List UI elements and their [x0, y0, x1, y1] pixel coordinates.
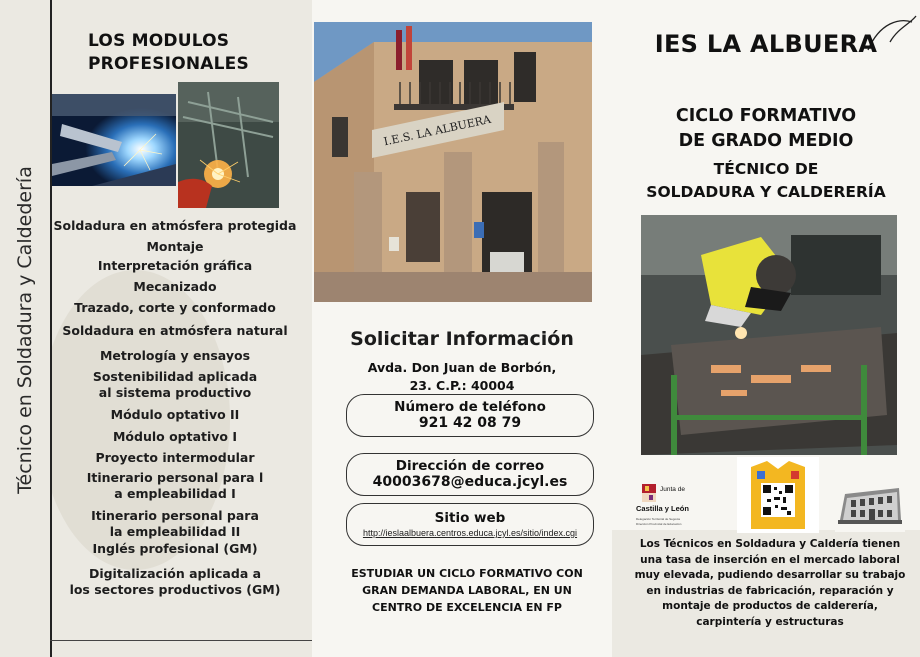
right-panel	[612, 0, 920, 657]
module-item: Metrología y ensayos	[99, 348, 251, 363]
module-item: Soldadura en atmósfera natural	[62, 323, 288, 338]
module-item: Montaje	[146, 239, 204, 254]
website-link[interactable]: http://ieslaalbuera.centros.educa.jcyl.es/sitio/index.cgi	[362, 528, 578, 538]
left-panel	[0, 0, 312, 657]
module-item: Mecanizado	[133, 279, 217, 294]
module-item: la empleabilidad II	[109, 524, 241, 539]
phone-value[interactable]: 921 42 08 79	[418, 415, 522, 431]
address: Avda. Don Juan de Borbón, 23. C.P.: 40004	[367, 360, 557, 393]
junta-castilla-leon-logo	[634, 482, 699, 530]
email-box	[346, 453, 594, 496]
career-description: Los Técnicos en Soldadura y Caldería tienen una tasa de inserción en el mercado laboral muy elevada, pudiendo desarrollar su trabajo en industrias de fabricación, reparación y montaje de productos de calderería, carpintería y estructuras	[634, 538, 906, 628]
welding-photo-2	[178, 82, 279, 208]
phone-label: Número de teléfono	[394, 399, 546, 415]
study-slogan: ESTUDIAR UN CICLO FORMATIVO CON GRAN DEMANDA LABORAL, EN UN CENTRO DE EXCELENCIA EN FP	[351, 567, 583, 614]
degree-title: TÉCNICO DE SOLDADURA Y CALDERERÍA	[646, 160, 886, 201]
divider	[50, 640, 312, 641]
module-item: Digitalización aplicada a	[88, 566, 262, 581]
middle-panel	[312, 0, 612, 657]
info-title: Solicitar Información	[350, 328, 574, 350]
module-item: Trazado, corte y conformado	[74, 300, 276, 315]
module-item: al sistema productivo	[98, 385, 252, 400]
qr-code-vest-image[interactable]	[737, 457, 819, 533]
cycle-title: CICLO FORMATIVO DE GRADO MEDIO	[675, 106, 857, 151]
school-building-logo	[835, 480, 905, 532]
building-sign: I.E.S. LA ALBUERA	[382, 112, 492, 149]
module-item: los sectores productivos (GM)	[69, 582, 281, 597]
module-item: Itinerario personal para l	[86, 470, 264, 485]
school-building-photo	[314, 22, 592, 302]
school-name: IES LA ALBUERA	[654, 30, 878, 58]
svg-text:Dirección Provincial de Educac: Dirección Provincial de Educación	[636, 522, 682, 526]
module-item: Sostenibilidad aplicada	[92, 369, 258, 384]
phone-box	[346, 394, 594, 437]
svg-text:Junta de: Junta de	[660, 486, 685, 493]
module-item: Inglés profesional (GM)	[92, 541, 258, 556]
module-item: Soldadura en atmósfera protegida	[53, 218, 297, 233]
modules-title: LOS MODULOS PROFESIONALES	[88, 31, 249, 74]
vertical-title-strip	[0, 0, 52, 657]
module-item: Módulo optativo II	[110, 407, 240, 422]
email-value[interactable]: 40003678@educa.jcyl.es	[372, 474, 568, 490]
module-item: Interpretación gráfica	[97, 258, 253, 273]
module-item: Itinerario personal para	[91, 508, 259, 523]
module-item: a empleabilidad I	[114, 486, 236, 501]
worker-cutting-photo	[641, 215, 897, 455]
svg-text:Delegación Territorial de Sego: Delegación Territorial de Segovia	[636, 517, 680, 521]
email-label: Dirección de correo	[395, 458, 545, 474]
module-item: Módulo optativo I	[112, 429, 238, 444]
website-label: Sitio web	[434, 510, 506, 526]
svg-text:Castilla y León: Castilla y León	[636, 504, 689, 513]
welding-photo-1	[52, 94, 176, 186]
website-box	[346, 503, 594, 546]
vertical-title: Técnico en Soldadura y Caldedería	[14, 166, 36, 494]
module-item: Proyecto intermodular	[95, 450, 255, 465]
